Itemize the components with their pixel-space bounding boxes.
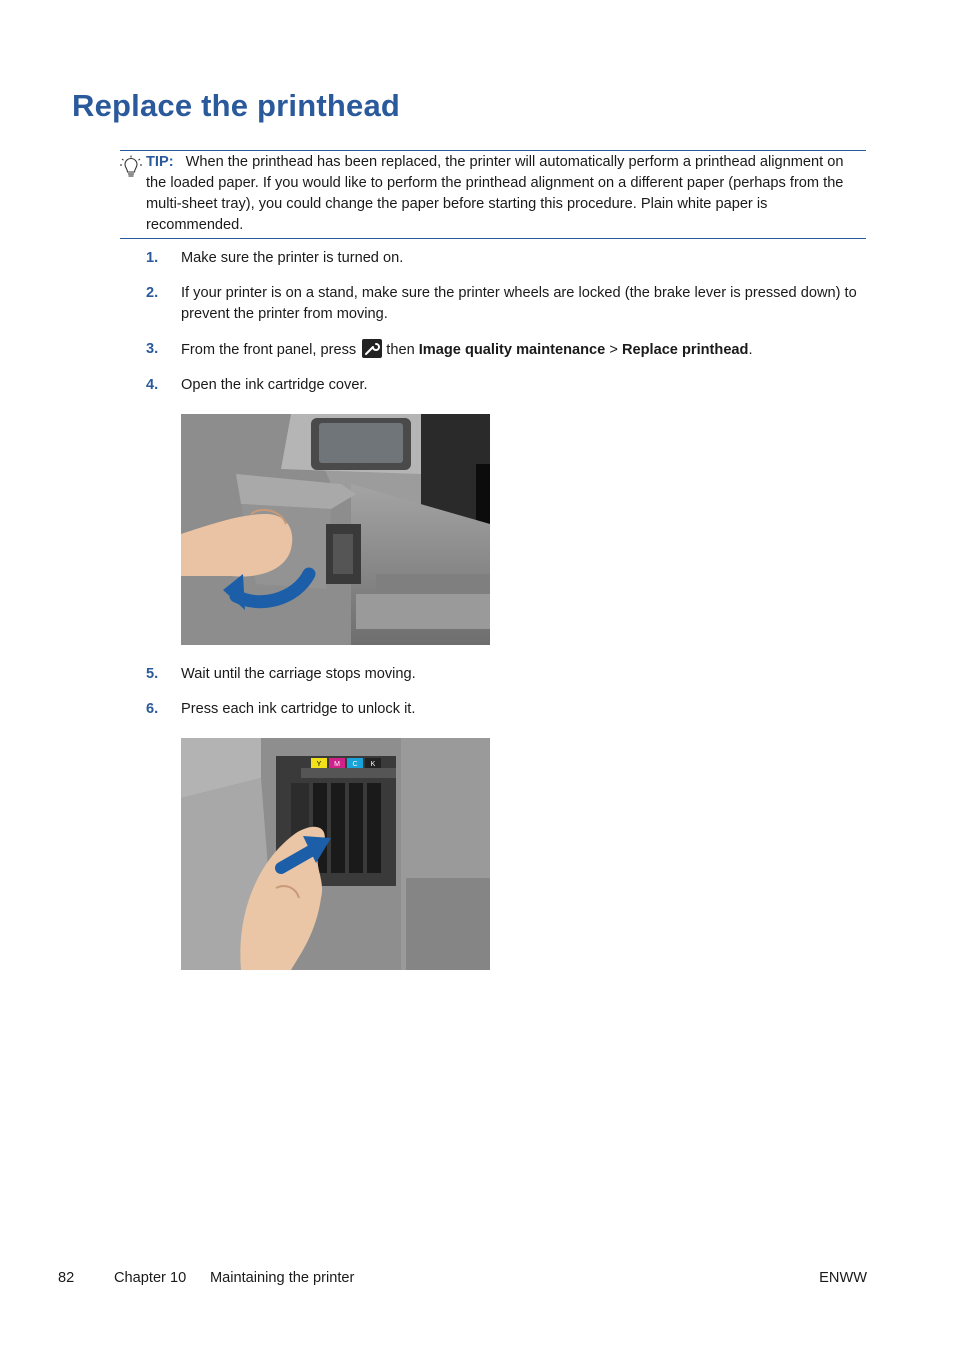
step-6 xyxy=(146,699,866,720)
step-3 xyxy=(146,339,866,361)
step-number: 5. xyxy=(146,666,159,682)
wrench-icon xyxy=(362,339,382,358)
label-c: C xyxy=(352,761,358,768)
step-number: 2. xyxy=(146,285,159,301)
figure-open-cover xyxy=(181,414,490,645)
step-text: Make sure the printer is turned on. xyxy=(181,250,404,266)
menu-image-quality: Image quality maintenance xyxy=(418,342,606,358)
step-3-pre: From the front panel, press xyxy=(181,342,357,358)
step-number: 3. xyxy=(146,341,159,357)
tip-label: TIP: xyxy=(146,154,174,170)
label-k: K xyxy=(370,761,376,768)
footer-chapter-title: Maintaining the printer xyxy=(210,1270,355,1286)
step-number: 6. xyxy=(146,701,159,717)
step-5 xyxy=(146,664,866,685)
footer-chapter: Chapter 10 xyxy=(114,1270,187,1286)
tip-box xyxy=(120,150,866,239)
lightbulb-icon xyxy=(120,155,142,181)
step-text: If your printer is on a stand, make sure the printer wheels are locked (the brake lever is pressed down) to prevent the printer from moving. xyxy=(181,285,857,322)
figure-press-cartridge xyxy=(181,738,490,970)
footer-page-number: 82 xyxy=(58,1270,75,1286)
step-text: Open the ink cartridge cover. xyxy=(181,377,368,393)
step-1 xyxy=(146,248,866,269)
step-number: 4. xyxy=(146,377,159,393)
step-3-mid: then xyxy=(386,342,415,358)
tip-body: When the printhead has been replaced, the printer will automatically perform a printhead alignment on the loaded paper. If you would like to perform the printhead alignment on a different paper (perhaps from the multi-sheet tray), you could change the paper before starting this procedure. Plain white paper is recommended. xyxy=(146,154,844,233)
page-title: Replace the printhead xyxy=(72,88,401,123)
step-text: Press each ink cartridge to unlock it. xyxy=(181,701,416,717)
step-4 xyxy=(146,375,866,396)
label-m: M xyxy=(334,761,340,768)
step-2 xyxy=(146,283,866,325)
menu-replace-printhead: Replace printhead xyxy=(621,342,749,358)
tip-text xyxy=(146,152,866,236)
label-y: Y xyxy=(316,761,322,768)
step-number: 1. xyxy=(146,250,159,266)
menu-separator: > xyxy=(609,342,618,358)
step-3-end: . xyxy=(748,342,753,358)
step-text: Wait until the carriage stops moving. xyxy=(181,666,416,682)
footer-right: ENWW xyxy=(819,1270,867,1286)
step-text xyxy=(181,339,866,361)
